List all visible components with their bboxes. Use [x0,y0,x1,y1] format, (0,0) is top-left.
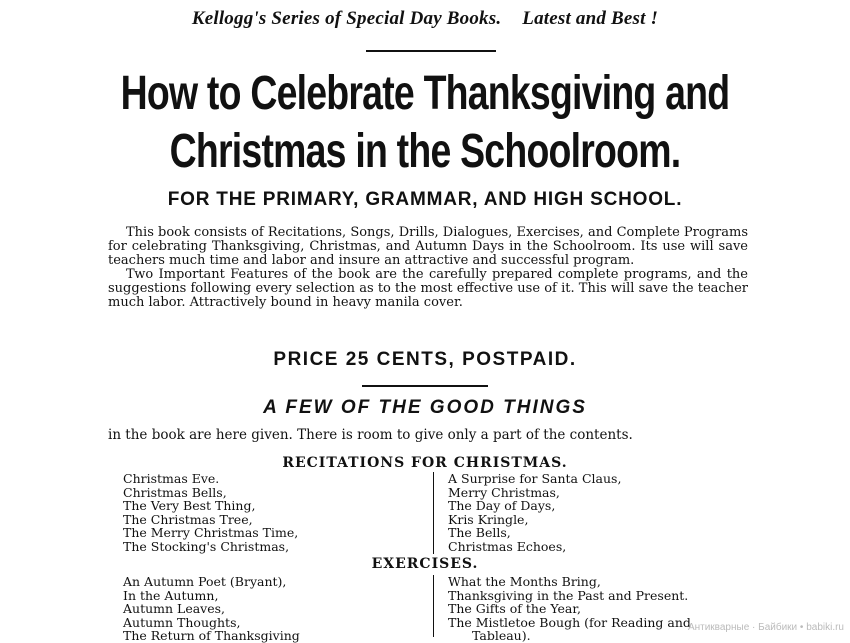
price-rule [362,385,488,387]
watermark: Антикварные · Байбики • babiki.ru [687,622,844,633]
recitations-divider [433,472,434,554]
list-item: What the Months Bring, [448,574,601,589]
list-item: The Gifts of the Year, [448,601,581,617]
list-item: The Mistletoe Bough (for Reading and [448,614,691,630]
list-item: A Surprise for Santa Claus, [448,471,622,486]
list-item: In the Autumn, [123,587,219,603]
price-line: PRICE 25 CENTS, POSTPAID. [273,349,577,370]
exercises-heading: EXERCISES. [371,556,479,572]
list-item: Thanksgiving in the Past and Present. [448,587,689,603]
recitations-heading: RECITATIONS FOR CHRISTMAS. [282,455,568,471]
recitations-right-column [448,472,621,554]
list-item: Christmas Echoes, [448,538,567,554]
list-item: The Bells, [448,525,511,541]
list-item: The Day of Days, [448,498,556,514]
list-item: Christmas Eve. [123,471,220,486]
recitations-left-column [123,472,298,554]
list-item: The Very Best Thing, [123,498,256,514]
list-item: The Merry Christmas Time, [123,525,299,541]
list-item: Christmas Bells, [123,484,227,500]
list-item: Merry Christmas, [448,484,560,500]
series-tagline: Latest and Best ! [522,8,659,29]
list-item: Tableau). [472,628,531,643]
exercises-right-column [448,575,691,643]
series-header [0,8,850,30]
series-name: Kellogg's Series of Special Day Books. [191,8,502,29]
list-item: An Autumn Poet (Bryant), [123,574,287,589]
list-item: Autumn Thoughts, [123,614,241,630]
good-things-intro: in the book are here given. There is room to give only a part of the contents. [108,427,633,443]
list-item: Kris Kringle, [448,511,529,527]
list-item: The Stocking's Christmas, [123,538,290,554]
audience-subtitle: FOR THE PRIMARY, GRAMMAR, AND HIGH SCHOOL. [167,189,683,210]
good-things-heading: A FEW OF THE GOOD THINGS [263,397,587,418]
list-item: The Christmas Tree, [123,511,253,527]
page-title-line-2: Christmas in the Schoolroom. [169,125,681,178]
exercises-divider [433,575,434,637]
page-title-line-1: How to Celebrate Thanksgiving and [120,67,730,120]
description-paragraph-1: This book consists of Recitations, Songs, Drills, Dialogues, Exercises, and Complete Programs for celebrating Thanksgiving, Christmas, and Autumn Days in the Schoolroom. Its use will save teachers much time and labor and insure an attractive and successful program. [108,225,748,268]
description-paragraph-2: Two Important Features of the book are the carefully prepared complete programs, and the suggestions following every selection as to the most effective use of it. This will save the teacher much labor. Attractively bound in heavy manila cover. [108,267,748,310]
list-item: The Return of Thanksgiving [123,628,300,643]
header-rule [366,50,496,52]
list-item: Autumn Leaves, [123,601,226,617]
description [108,226,748,310]
exercises-left-column [123,575,300,643]
